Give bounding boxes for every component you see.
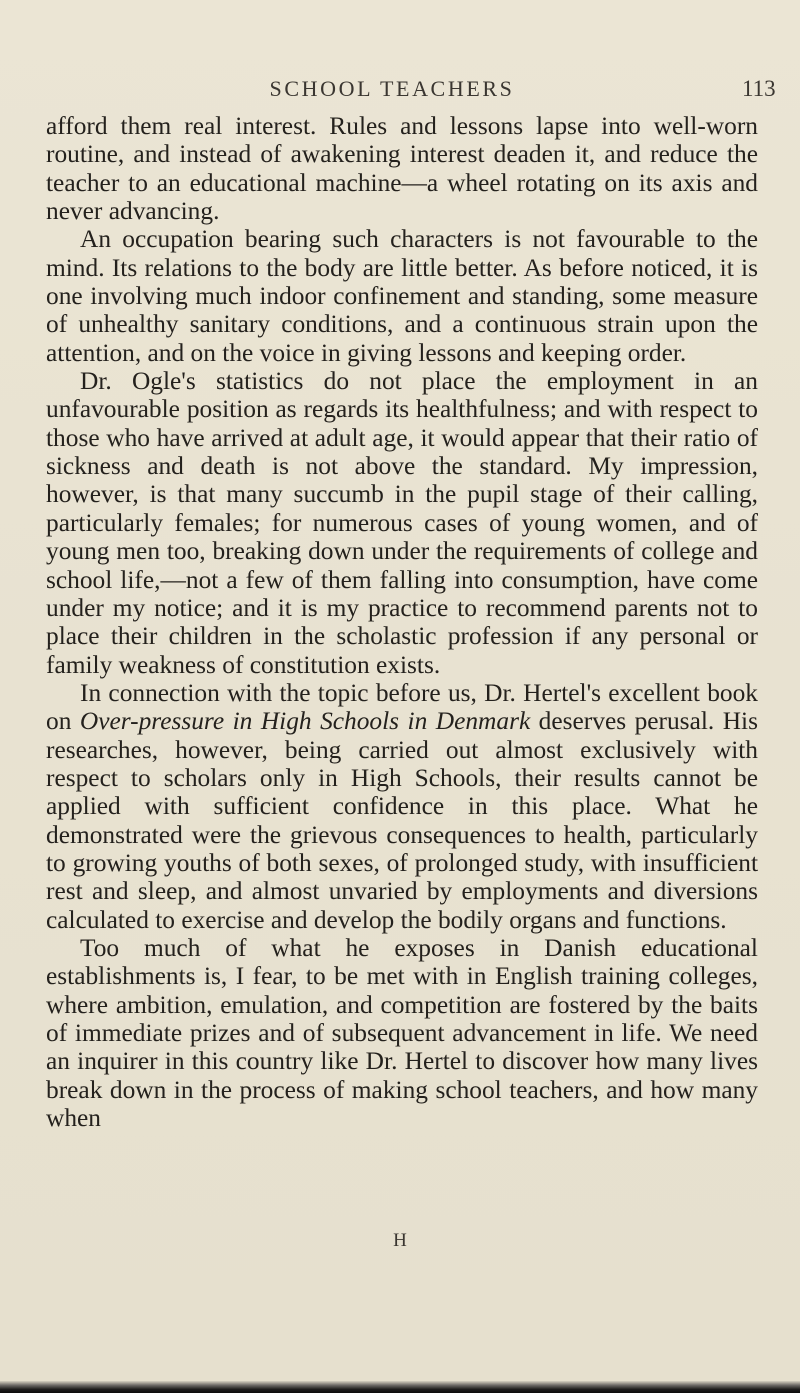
paragraph: [46, 367, 758, 679]
paragraph-text: Dr. Ogle's statistics do not place the employment in an unfavourable position as regards its healthfulness; and with respect to those who have arrived at adult age, it would appear that their ratio of sickness and death is not above the standard. My impression, however, is that many succumb in the pupil stage of their calling, particularly females; for numerous cases of young women, and of young men too, breaking down under the requirements of college and school life,—not a few of them falling into consumption, have come under my notice; and it is my practice to recommend parents not to place their children in the scholastic profession if any personal or family weakness of constitution exists.: [46, 367, 758, 679]
signature-mark: H: [393, 1230, 407, 1251]
paragraph: [46, 112, 758, 225]
page-bottom-edge: [0, 1381, 800, 1393]
page-number: 113: [742, 76, 776, 101]
running-title: SCHOOL TEACHERS: [269, 76, 515, 101]
paragraph-text: Too much of what he exposes in Danish educational establishments is, I fear, to be met with in English training colleges, where ambition, emulation, and competition are fostered by the baits of immediate prizes and of subsequent advancement in life. We need an inquirer in this country like Dr. Hertel to discover how many lives break down in the process of making school teachers, and how many when: [46, 933, 758, 1133]
book-title: Over-pressure in High Schools in Denmark: [79, 707, 531, 736]
body-text: [46, 112, 758, 1132]
paragraph-text: deserves perusal. His researches, however, being carried out almost exclusively with respect to scholars only in High Schools, their results cannot be applied with sufficient confidence in this place. What he demonstrated were the grievous consequences to health, particularly to growing youths of both sexes, of prolonged study, with insufficient rest and sleep, and almost unvaried by employments and diversions calculated to exercise and develop the bodily organs and functions.: [46, 707, 758, 934]
paragraph: [46, 225, 758, 367]
paragraph-text: An occupation bearing such characters is not favourable to the mind. Its relations to the body are little better. As before noticed, it is one involving much indoor confinement and standing, some measure of unhealthy sanitary conditions, and a continuous strain upon the attention, and on the voice in giving lessons and keeping order.: [46, 225, 758, 367]
paragraph: [46, 679, 758, 934]
running-head: [0, 74, 800, 104]
paragraph: [46, 934, 758, 1132]
paragraph-text: In connection with the topic before us, Dr. Hertel's excellent book on: [46, 678, 758, 736]
paragraph-text: afford them real interest. Rules and lessons lapse into well-worn routine, and instead of awakening interest deaden it, and reduce the teacher to an educational machine—a wheel rotating on its axis and never advancing.: [46, 112, 758, 226]
